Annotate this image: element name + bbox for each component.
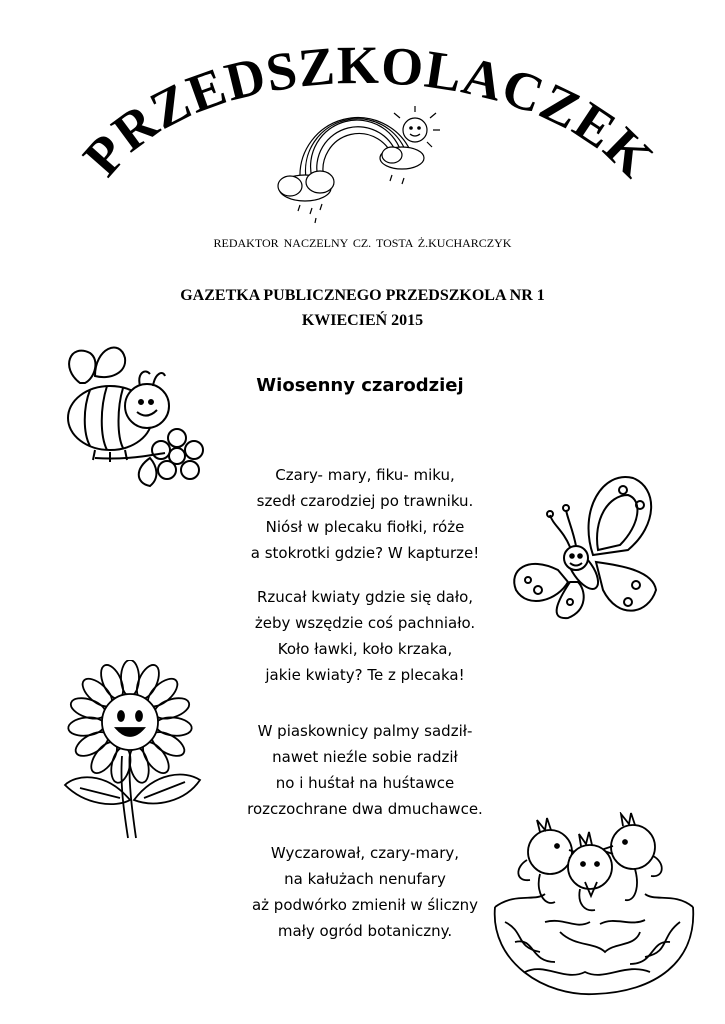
poem-line: no i huśtał na huśtawce [275,774,455,792]
bee-icon [55,338,210,493]
poem-line: Rzucał kwiaty gdzie się dało, [256,588,474,606]
poem-line: aż podwórko zmienił w śliczny [251,896,479,914]
poem-line: Czary- mary, fiku- miku, [275,466,455,484]
poem-line: szedł czarodziej po trawniku. [256,492,474,510]
poem-line: nawet nieźle sobie radził [272,748,458,766]
stanza-4 [195,840,535,944]
editors-line: REDAKTOR NACZELNY CZ. TOSTA Ż.KUCHARCZYK [213,236,512,250]
poem-line: mały ogród botaniczny. [277,922,453,940]
poem-line: W piaskownicy palmy sadził- [257,722,473,740]
stanza-3 [195,718,535,822]
poem-line: na kałużach nenufary [284,870,446,888]
bird-nest-icon [485,812,700,1000]
rainbow-sun-clouds-icon [278,106,440,223]
masthead-title [0,0,725,240]
masthead-title-text: PRZEDSZKOLACZEK [71,34,666,190]
issue-date: KWIECIEŃ 2015 [301,312,424,329]
poem-line: Niósł w plecaku fiołki, róże [265,518,465,536]
stanza-1 [195,462,535,566]
newsletter-heading: GAZETKA PUBLICZNEGO PRZEDSZKOLA NR 1 [180,287,545,304]
poem-title: Wiosenny czarodziej [256,375,464,396]
stanza-2 [195,584,535,688]
sunflower-icon [60,660,205,840]
svg-text:PRZEDSZKOLACZEK [72,35,666,189]
poem-line: żeby wszędzie coś pachniało. [254,614,476,632]
poem-line: jakie kwiaty? Te z plecaka! [265,666,465,684]
poem-line: rozczochrane dwa dmuchawce. [247,800,483,818]
poem-line: a stokrotki gdzie? W kapturze! [250,544,480,562]
poem-line: Koło ławki, koło krzaka, [277,640,453,658]
poem-line: Wyczarował, czary-mary, [270,844,460,862]
